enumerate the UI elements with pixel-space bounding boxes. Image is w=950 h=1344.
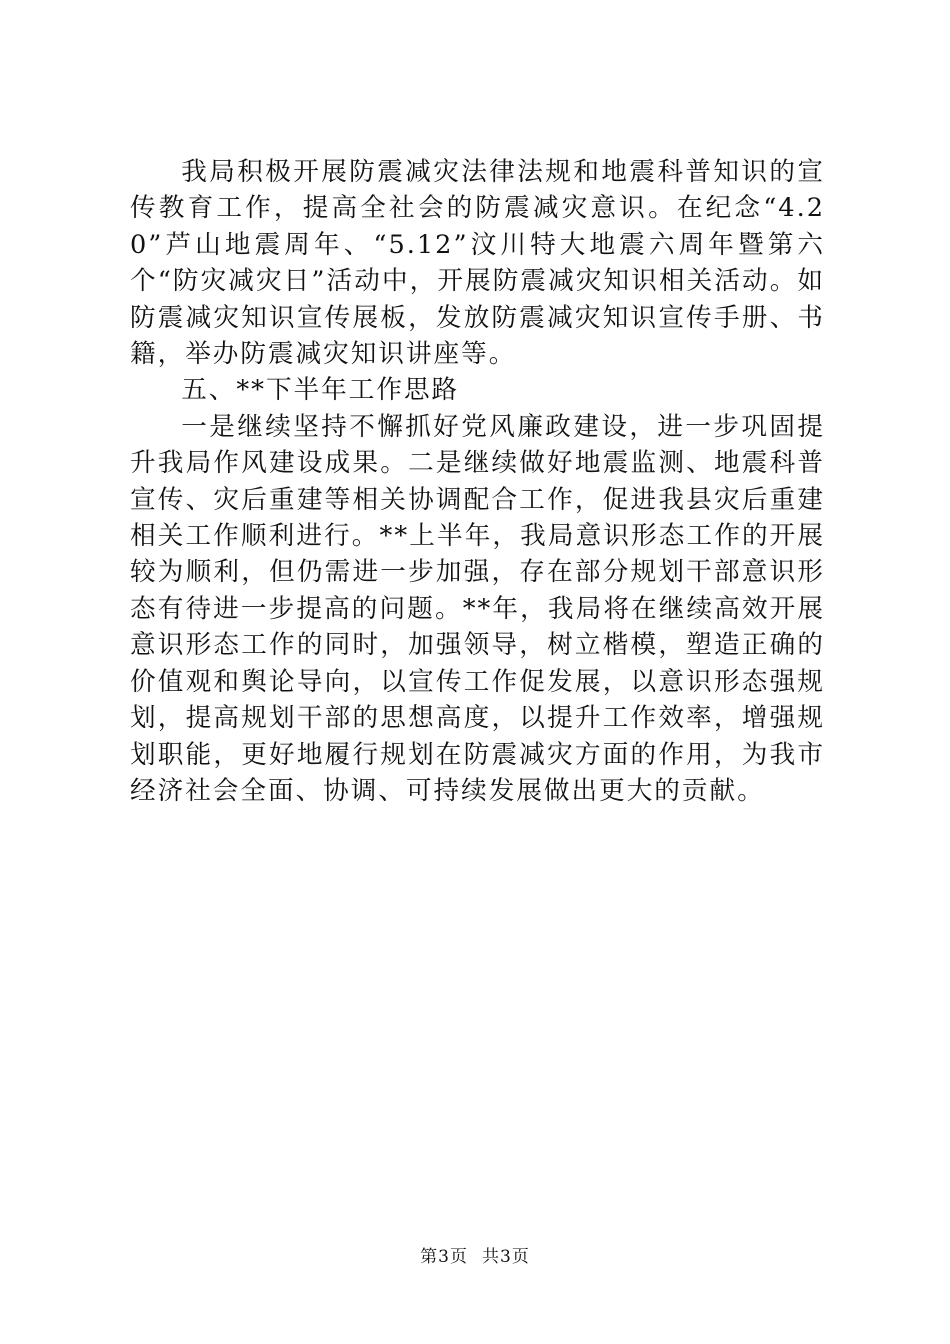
page-number: 第3页 (420, 1247, 468, 1267)
section-heading-work-plan: 五、**下半年工作思路 (181, 375, 460, 406)
page-total: 共3页 (482, 1247, 530, 1267)
page-footer (0, 1242, 950, 1267)
paragraph-work-plan: 一是继续坚持不懈抓好党风廉政建设，进一步巩固提升我局作风建设成果。二是继续做好地震监测、地震科普宣传、灾后重建等相关协调配合工作，促进我县灾后重建相关工作顺利进行。**上半年，我局意识形态工作的开展较为顺利，但仍需进一步加强，存在部分规划干部意识形态有待进一步提高的问题。**年，我局将在继续高效开展意识形态工作的同时，加强领导，树立楷模，塑造正确的价值观和舆论导向，以宣传工作促发展，以意识形态强规划，提高规划干部的思想高度，以提升工作效率，增强规划职能，更好地履行规划在防震减灾方面的作用，为我市经济社会全面、协调、可持续发展做出更大的贡献。 (130, 411, 825, 806)
paragraph-publicity-education: 我局积极开展防震减灾法律法规和地震科普知识的宣传教育工作，提高全社会的防震减灾意识。在纪念“4.20”芦山地震周年、“5.12”汶川特大地震六周年暨第六个“防灾减灾日”活动中，开展防震减灾知识相关活动。如防震减灾知识宣传展板，发放防震减灾知识宣传手册、书籍，举办防震减灾知识讲座等。 (130, 157, 825, 370)
document-body (130, 154, 825, 809)
